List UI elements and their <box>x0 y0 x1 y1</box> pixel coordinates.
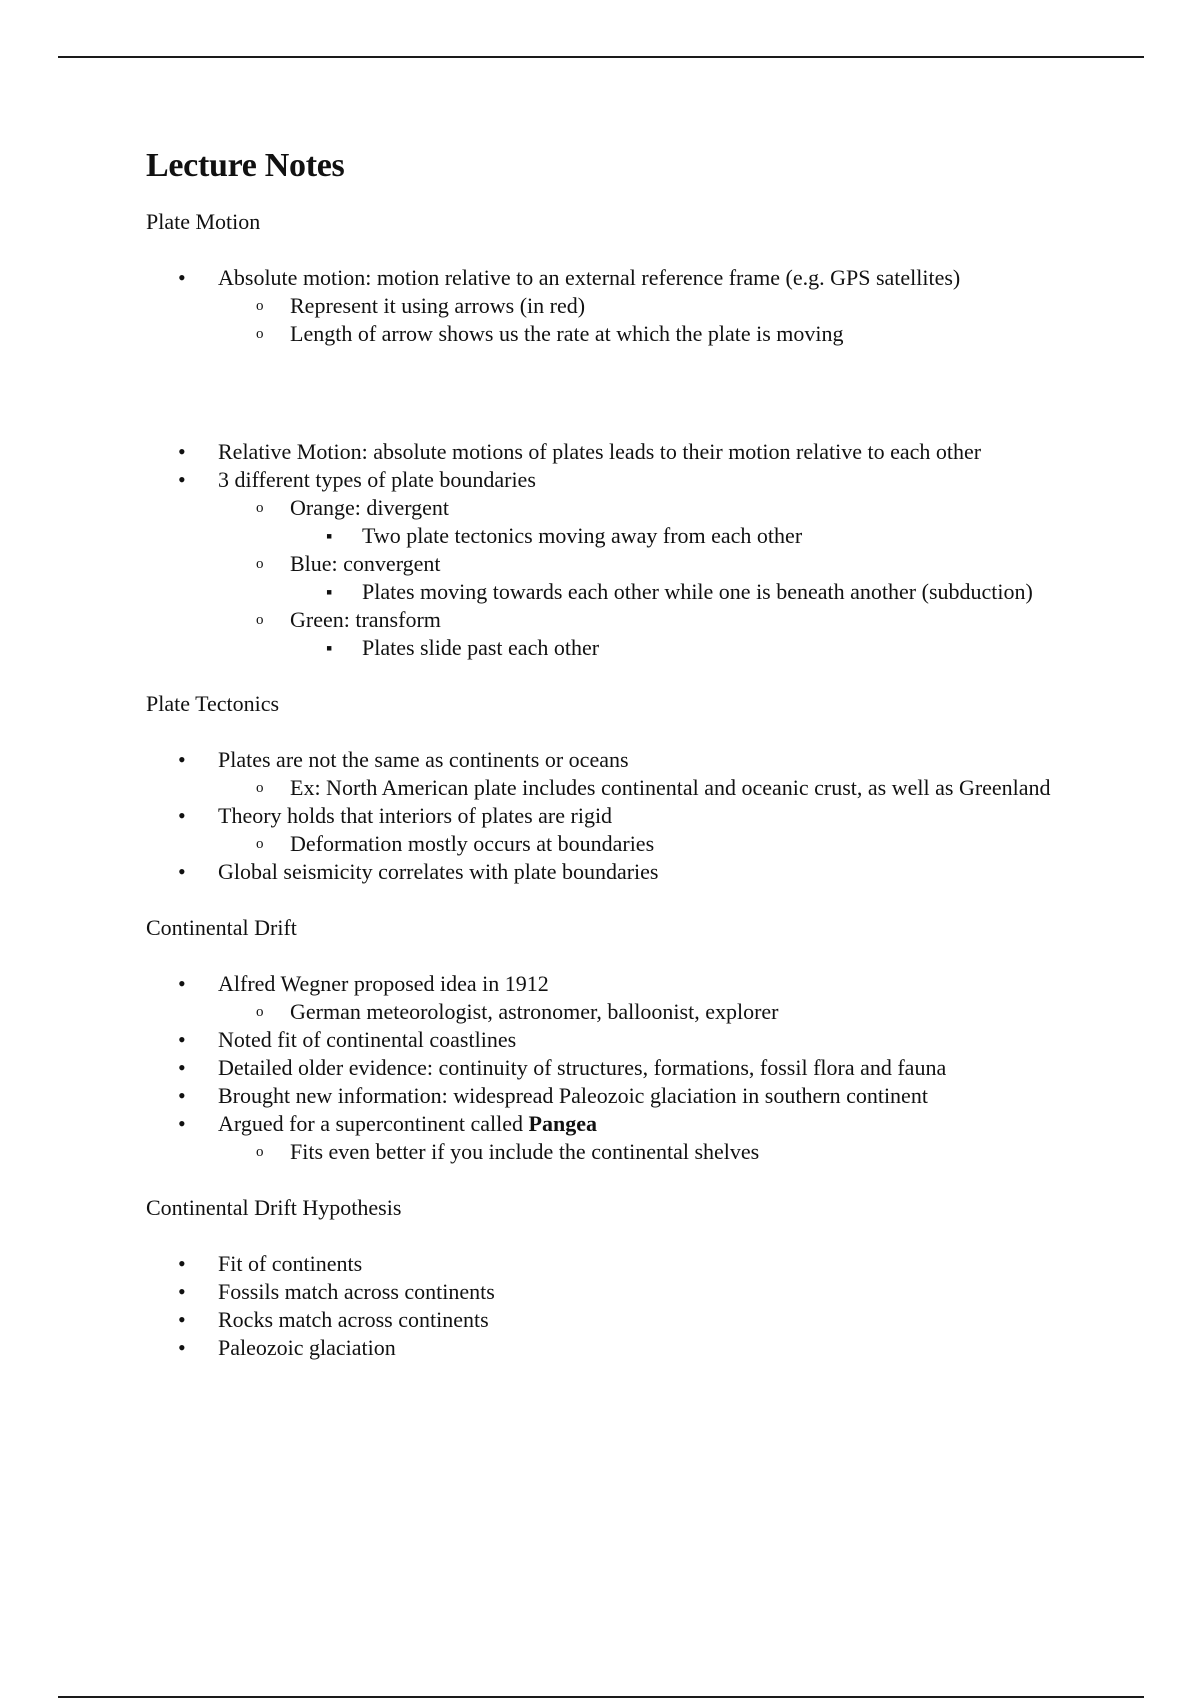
list-item-text: Theory holds that interiors of plates are rigid <box>218 803 613 828</box>
list-item: ▪ Two plate tectonics moving away from each other <box>290 522 1106 550</box>
sub-list <box>218 494 1106 662</box>
sub-list <box>218 292 1106 348</box>
continental-drift-list <box>146 970 1106 1166</box>
list-item: • Fossils match across continents <box>146 1278 1106 1306</box>
sub-list <box>218 1138 1106 1166</box>
list-item <box>146 466 1106 662</box>
blue-boundary-label: Blue: convergent <box>290 551 441 576</box>
list-item <box>146 802 1106 858</box>
sub-sub-list <box>290 634 1106 662</box>
pangea-term: Pangea <box>528 1111 597 1136</box>
sub-list <box>218 774 1106 802</box>
list-item: • Rocks match across continents <box>146 1306 1106 1334</box>
top-rule <box>58 56 1144 58</box>
list-item-text: Argued for a supercontinent called <box>218 1111 529 1136</box>
list-item: • Paleozoic glaciation <box>146 1334 1106 1362</box>
green-boundary-label: Green: transform <box>290 607 441 632</box>
list-item: o Ex: North American plate includes continental and oceanic crust, as well as Greenland <box>218 774 1106 802</box>
list-item <box>146 264 1106 348</box>
list-item <box>146 1110 1106 1166</box>
plate-tectonics-list <box>146 746 1106 886</box>
list-item: o Length of arrow shows us the rate at which the plate is moving <box>218 320 1106 348</box>
sub-list <box>218 830 1106 858</box>
list-item: • Fit of continents <box>146 1250 1106 1278</box>
list-item: • Detailed older evidence: continuity of structures, formations, fossil flora and fauna <box>146 1054 1106 1082</box>
list-item <box>218 606 1106 662</box>
absolute-motion-text: Absolute motion: motion relative to an external reference frame (e.g. GPS satellites) <box>218 265 961 290</box>
list-item: o Deformation mostly occurs at boundaries <box>218 830 1106 858</box>
section-title-plate-motion: Plate Motion <box>146 209 261 234</box>
section-title-continental-drift-hypothesis: Continental Drift Hypothesis <box>146 1195 402 1220</box>
list-item: o Represent it using arrows (in red) <box>218 292 1106 320</box>
page-title: Lecture Notes <box>146 147 345 184</box>
plate-boundaries-list <box>146 438 1106 662</box>
sub-list <box>218 998 1106 1026</box>
list-item: • Global seismicity correlates with plate boundaries <box>146 858 1106 886</box>
orange-boundary-label: Orange: divergent <box>290 495 450 520</box>
spacer <box>146 348 1106 438</box>
list-item: ▪ Plates moving towards each other while one is beneath another (subduction) <box>290 578 1106 606</box>
bottom-rule <box>58 1696 1144 1698</box>
list-item-text: Plates are not the same as continents or oceans <box>218 747 629 772</box>
section-title-plate-tectonics: Plate Tectonics <box>146 691 280 716</box>
document-body <box>146 144 1106 1390</box>
list-item: o Fits even better if you include the continental shelves <box>218 1138 1106 1166</box>
list-item <box>146 746 1106 802</box>
list-item: • Brought new information: widespread Paleozoic glaciation in southern continent <box>146 1082 1106 1110</box>
list-item: o German meteorologist, astronomer, balloonist, explorer <box>218 998 1106 1026</box>
list-item: • Noted fit of continental coastlines <box>146 1026 1106 1054</box>
section-title-continental-drift: Continental Drift <box>146 915 297 940</box>
sub-sub-list <box>290 578 1106 606</box>
boundary-types-text: 3 different types of plate boundaries <box>218 467 536 492</box>
list-item: • Relative Motion: absolute motions of plates leads to their motion relative to each other <box>146 438 1106 466</box>
list-item <box>218 550 1106 606</box>
sub-sub-list <box>290 522 1106 550</box>
list-item <box>146 970 1106 1026</box>
plate-motion-list <box>146 264 1106 348</box>
hypothesis-list <box>146 1250 1106 1362</box>
list-item: ▪ Plates slide past each other <box>290 634 1106 662</box>
list-item <box>218 494 1106 550</box>
list-item-text: Alfred Wegner proposed idea in 1912 <box>218 971 549 996</box>
